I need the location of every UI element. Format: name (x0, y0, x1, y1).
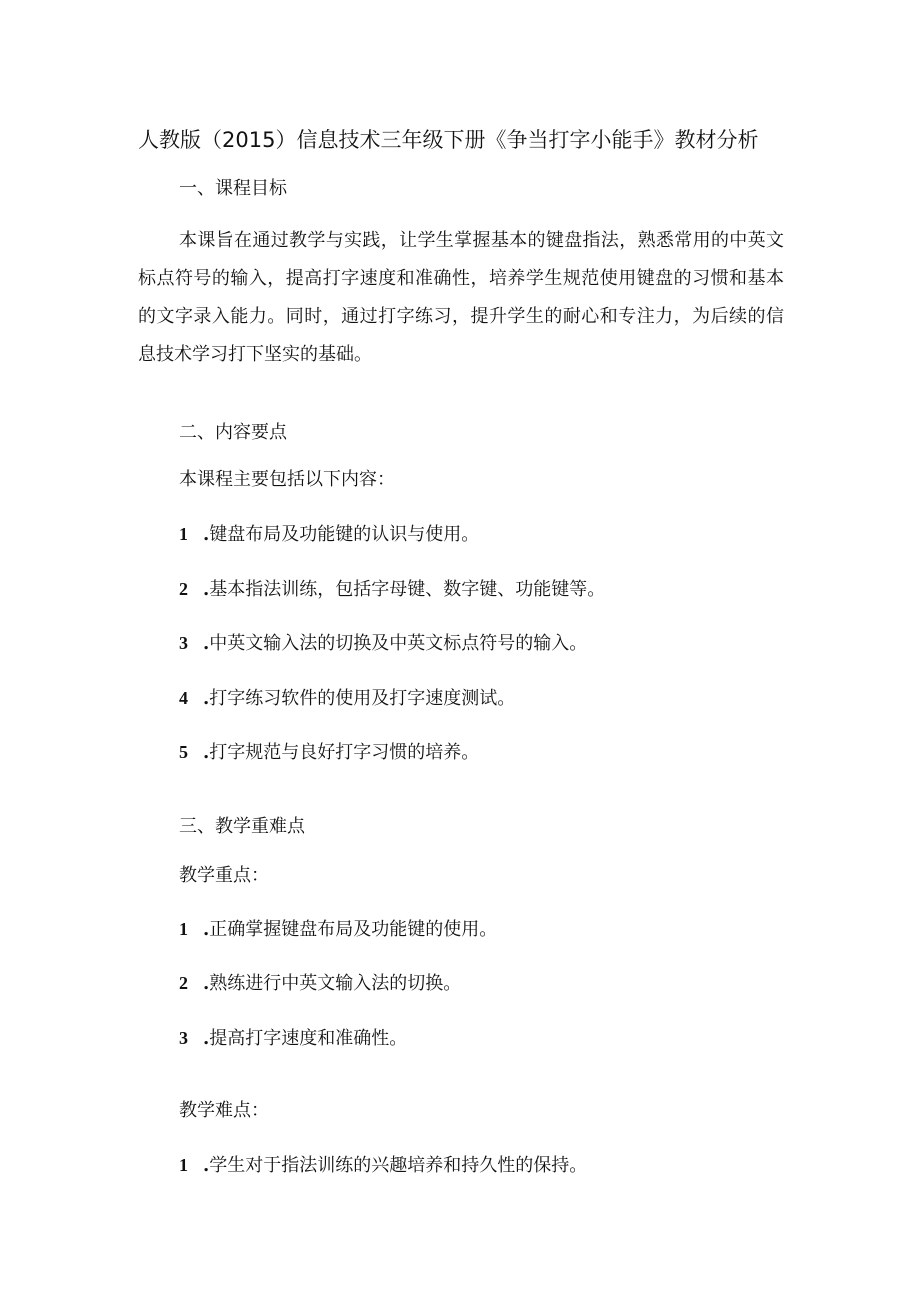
list-item-text: 打字规范与良好打字习惯的培养。 (209, 742, 480, 763)
list-item (179, 686, 515, 711)
list-item (179, 740, 479, 765)
list-item-text: 打字练习软件的使用及打字速度测试。 (209, 688, 516, 709)
list-item-dot: . (203, 633, 210, 654)
list-item-dot: . (203, 1155, 210, 1176)
list-item-number: 4 (179, 688, 188, 708)
list-item-text: 基本指法训练，包括字母键、数字键、功能键等。 (209, 579, 606, 600)
content-intro: 本课程主要包括以下内容： (179, 469, 395, 490)
list-item-number: 2 (179, 973, 188, 993)
document-title: 人教版（2015）信息技术三年级下册《争当打字小能手》教材分析 (138, 128, 759, 152)
section-heading-goals: 一、课程目标 (179, 178, 287, 199)
list-item (179, 971, 461, 996)
list-item-dot: . (203, 919, 210, 940)
list-item-text: 熟练进行中英文输入法的切换。 (209, 973, 462, 994)
list-item (179, 577, 605, 602)
focus-label: 教学重点： (179, 865, 269, 886)
list-item-text: 学生对于指法训练的兴趣培养和持久性的保持。 (209, 1155, 588, 1176)
difficulty-label: 教学难点： (179, 1100, 269, 1121)
list-item-dot: . (203, 973, 210, 994)
section-heading-content: 二、内容要点 (179, 422, 287, 443)
list-item-number: 2 (179, 579, 188, 599)
list-item-dot: . (203, 742, 210, 763)
list-item (179, 917, 497, 942)
list-item-dot: . (203, 1028, 210, 1049)
list-item-number: 3 (179, 633, 188, 653)
list-item-number: 1 (179, 524, 188, 544)
list-item (179, 631, 587, 656)
list-item-dot: . (203, 579, 210, 600)
section-heading-keypoints: 三、教学重难点 (179, 816, 305, 837)
goals-paragraph: 本课旨在通过教学与实践，让学生掌握基本的键盘指法，熟悉常用的中英文标点符号的输入，提高打字速度和准确性，培养学生规范使用键盘的习惯和基本的文字录入能力。同时，通过打字练习，提升学生的耐心和专注力，为后续的信息技术学习打下坚实的基础。 (138, 230, 784, 365)
list-item-number: 5 (179, 742, 188, 762)
list-item-text: 正确掌握键盘布局及功能键的使用。 (209, 919, 498, 940)
list-item (179, 1153, 587, 1178)
list-item-text: 提高打字速度和准确性。 (209, 1028, 408, 1049)
list-item-number: 1 (179, 1155, 188, 1175)
list-item-dot: . (203, 524, 210, 545)
list-item-dot: . (203, 688, 210, 709)
list-item (179, 1026, 407, 1051)
list-item-text: 中英文输入法的切换及中英文标点符号的输入。 (209, 633, 588, 654)
list-item (179, 522, 479, 547)
list-item-number: 3 (179, 1028, 188, 1048)
list-item-text: 键盘布局及功能键的认识与使用。 (209, 524, 480, 545)
list-item-number: 1 (179, 919, 188, 939)
